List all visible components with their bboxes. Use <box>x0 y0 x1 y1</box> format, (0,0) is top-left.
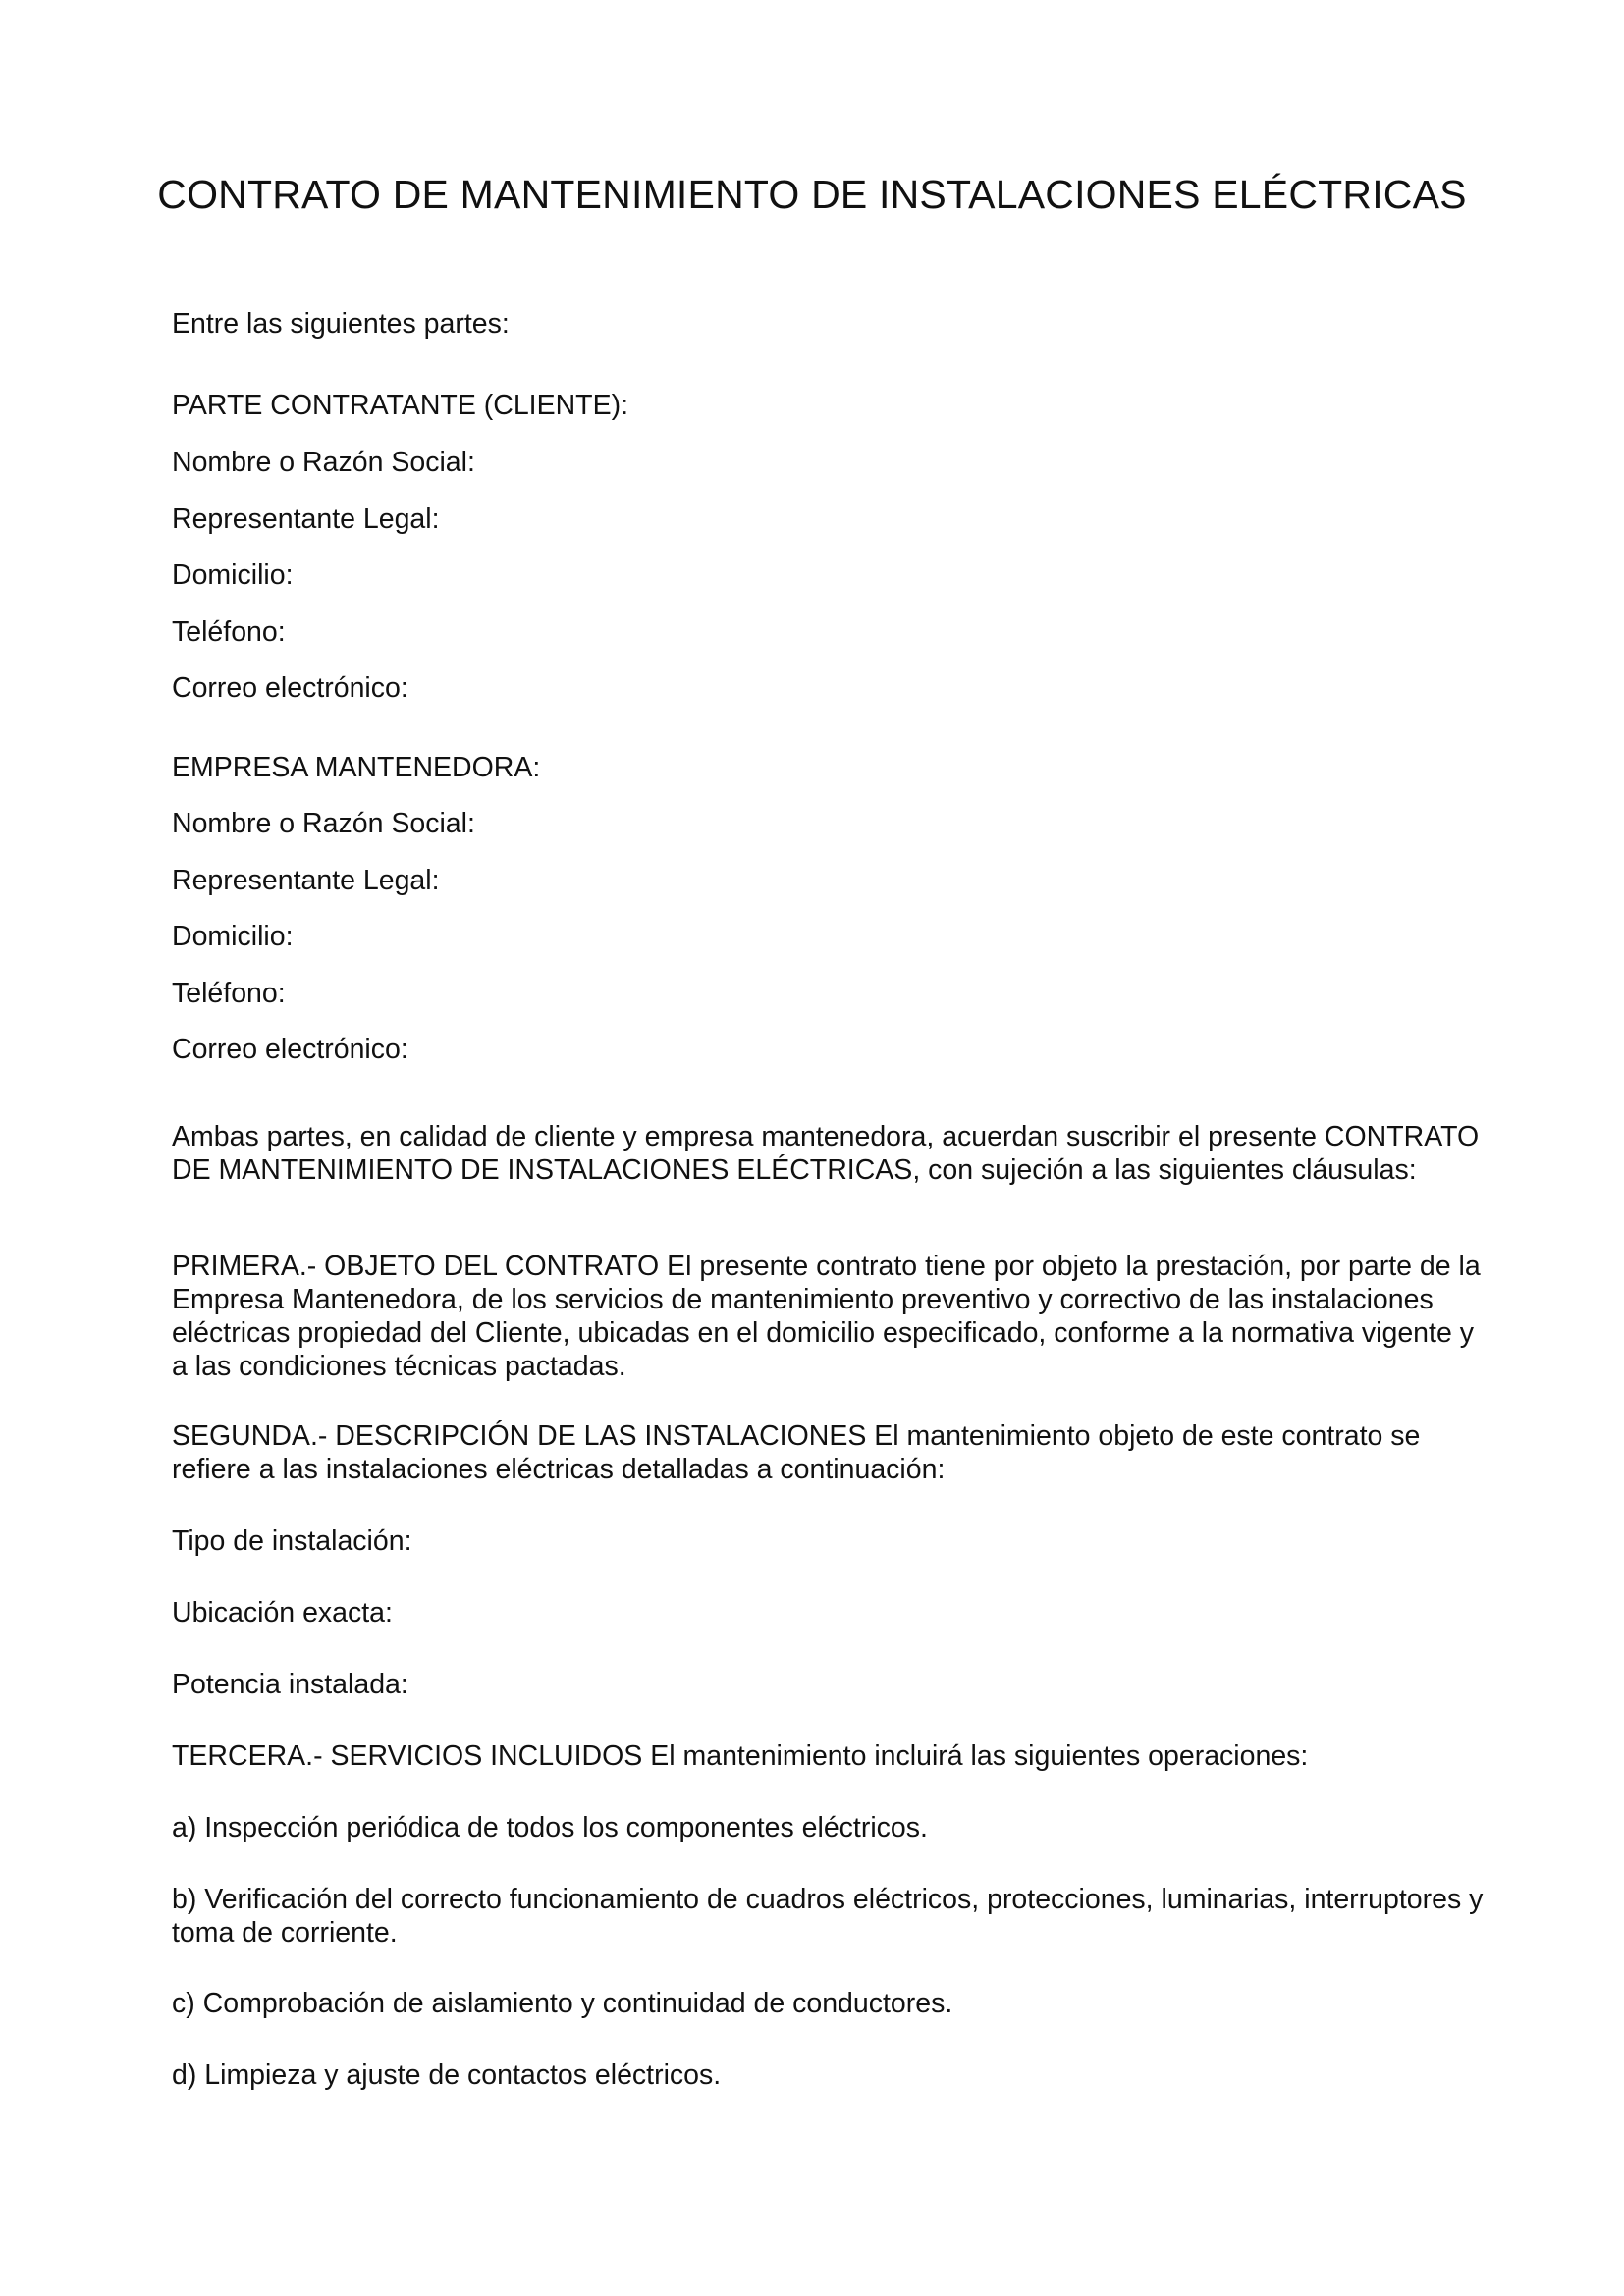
service-item-a: a) Inspección periódica de todos los componentes eléctricos. <box>172 1812 928 1843</box>
service-item-c: c) Comprobación de aislamiento y continuidad de conductores. <box>172 1988 953 2019</box>
company-rep-label: Representante Legal: <box>172 865 440 896</box>
agreement-line-1: Ambas partes, en calidad de cliente y empresa mantenedora, acuerdan suscribir el presente CONTRATO <box>172 1121 1480 1152</box>
clause-2-line-1: SEGUNDA.- DESCRIPCIÓN DE LAS INSTALACIONES El mantenimiento objeto de este contrato se <box>172 1420 1421 1452</box>
clause-1-line-2: Empresa Mantenedora, de los servicios de mantenimiento preventivo y correctivo de las instalaciones <box>172 1284 1434 1315</box>
client-name-label: Nombre o Razón Social: <box>172 447 475 478</box>
company-email-label: Correo electrónico: <box>172 1034 408 1065</box>
installation-location-label: Ubicación exacta: <box>172 1597 393 1629</box>
agreement-line-2: DE MANTENIMIENTO DE INSTALACIONES ELÉCTRICAS, con sujeción a las siguientes cláusulas: <box>172 1154 1417 1186</box>
clause-1-line-4: a las condiciones técnicas pactadas. <box>172 1351 626 1382</box>
client-heading: PARTE CONTRATANTE (CLIENTE): <box>172 390 629 421</box>
service-item-b-line-1: b) Verificación del correcto funcionamiento de cuadros eléctricos, protecciones, luminarias, interruptores y <box>172 1884 1484 1915</box>
service-item-d: d) Limpieza y ajuste de contactos eléctricos. <box>172 2059 722 2091</box>
clause-2-line-2: refiere a las instalaciones eléctricas detalladas a continuación: <box>172 1454 946 1485</box>
installation-power-label: Potencia instalada: <box>172 1669 408 1700</box>
company-phone-label: Teléfono: <box>172 978 286 1009</box>
clause-1-line-3: eléctricas propiedad del Cliente, ubicadas en el domicilio especificado, conforme a la normativa vigente y <box>172 1317 1474 1349</box>
company-name-label: Nombre o Razón Social: <box>172 808 475 839</box>
company-heading: EMPRESA MANTENEDORA: <box>172 752 541 783</box>
client-phone-label: Teléfono: <box>172 616 286 648</box>
intro-text: Entre las siguientes partes: <box>172 308 510 340</box>
client-address-label: Domicilio: <box>172 560 294 591</box>
clause-1-line-1: PRIMERA.- OBJETO DEL CONTRATO El presente contrato tiene por objeto la prestación, por parte de la <box>172 1251 1481 1282</box>
document-title: CONTRATO DE MANTENIMIENTO DE INSTALACIONES ELÉCTRICAS <box>157 172 1467 217</box>
company-address-label: Domicilio: <box>172 921 294 952</box>
client-rep-label: Representante Legal: <box>172 504 440 535</box>
client-email-label: Correo electrónico: <box>172 672 408 704</box>
service-item-b-line-2: toma de corriente. <box>172 1917 398 1949</box>
installation-type-label: Tipo de instalación: <box>172 1525 412 1557</box>
clause-3-line-1: TERCERA.- SERVICIOS INCLUIDOS El mantenimiento incluirá las siguientes operaciones: <box>172 1740 1309 1772</box>
